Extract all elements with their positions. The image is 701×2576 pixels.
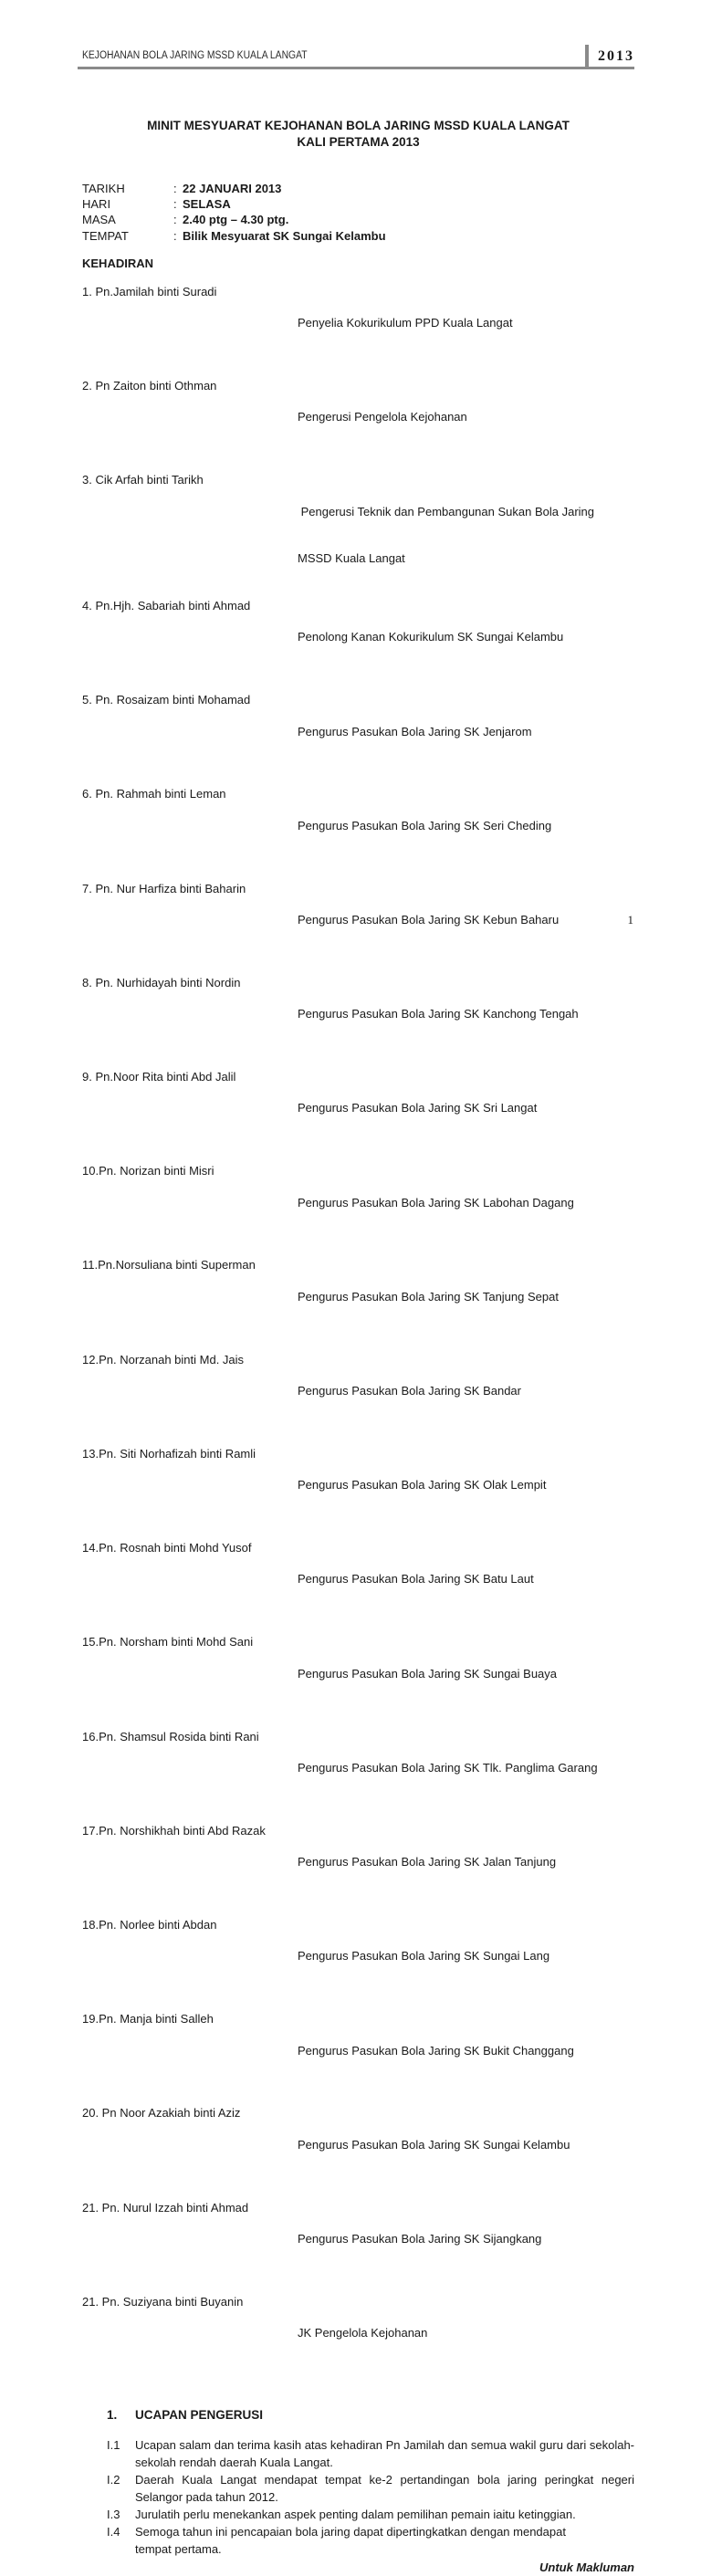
page-header — [82, 41, 634, 67]
attendee-role-line1: Pengerusi Pengelola Kejohanan — [298, 410, 467, 424]
attendee-row — [82, 2294, 634, 2388]
meta-row — [82, 196, 634, 212]
attendee-role-line1: JK Pengelola Kejohanan — [298, 2326, 428, 2340]
attendee-role-line1: Pengurus Pasukan Bola Jaring SK Jenjarom — [298, 724, 532, 738]
attendee-role — [298, 378, 634, 472]
attendee-name: 18.Pn. Norlee binti Abdan — [82, 1917, 217, 1932]
header-year: 2013 — [585, 45, 634, 67]
minute-item-text: Semoga tahun ini pencapaian bola jaring dapat dipertingkatkan dengan mendapat — [135, 2525, 566, 2539]
minute-item — [82, 2523, 634, 2558]
header-title: KEJOHANAN BOLA JARING MSSD KUALA LANGAT — [82, 50, 308, 61]
attendee-role-line1: Pengurus Pasukan Bola Jaring SK Seri Cheding — [298, 818, 552, 832]
attendee-role-line1: Pengurus Pasukan Bola Jaring SK Bukit Changgang — [298, 2043, 574, 2058]
minute-item — [82, 2506, 634, 2523]
attendee-role — [298, 1163, 634, 1257]
minute-item-body — [135, 2523, 634, 2558]
attendee-role-line1: Pengurus Pasukan Bola Jaring SK Sijangkang — [298, 2232, 542, 2246]
attendee-name: 1. Pn.Jamilah binti Suradi — [82, 284, 217, 298]
attendee-row — [82, 1069, 634, 1163]
attendee-name: 16.Pn. Shamsul Rosida binti Rani — [82, 1729, 259, 1744]
attendee-role — [298, 1257, 634, 1351]
attendee-role — [298, 2011, 634, 2105]
attendee-name: 8. Pn. Nurhidayah binti Nordin — [82, 975, 241, 990]
attendee-name: 4. Pn.Hjh. Sabariah binti Ahmad — [82, 598, 251, 613]
footnote-untuk-makluman: Untuk Makluman — [539, 2560, 634, 2575]
attendee-role — [298, 1069, 634, 1163]
attendee-role-line1: Pengurus Pasukan Bola Jaring SK Sri Langat — [298, 1101, 538, 1115]
attendee-role-line1: Pengurus Pasukan Bola Jaring SK Sungai Kelambu — [298, 2137, 570, 2152]
meta-row — [82, 181, 634, 196]
attendee-row — [82, 1917, 634, 2011]
attendee-row — [82, 1257, 634, 1351]
minute-item — [82, 2436, 634, 2471]
attendee-role-line1: Pengurus Pasukan Bola Jaring SK Kebun Baharu — [298, 912, 560, 927]
minute-item-body — [135, 2436, 634, 2471]
attendee-role — [298, 881, 634, 975]
attendee-role-line1: Pengerusi Teknik dan Pembangunan Sukan Bola Jaring — [298, 504, 594, 518]
attendee-role — [298, 2105, 634, 2199]
attendee-row — [82, 1352, 634, 1446]
meta-value: 22 JANUARI 2013 — [183, 182, 282, 195]
page-number: 1 — [627, 913, 633, 927]
attendee-role-line2: MSSD Kuala Langat — [298, 551, 405, 566]
meta-label: HARI — [82, 197, 111, 212]
attendee-role-line1: Pengurus Pasukan Bola Jaring SK Jalan Tanjung — [298, 1855, 557, 1869]
section1-items — [82, 2436, 634, 2558]
attendee-role — [298, 1352, 634, 1446]
minute-item-text: Daerah Kuala Langat mendapat tempat ke-2 pertandingan bola jaring peringkat negeri Selangor pada tahun 2012. — [135, 2473, 634, 2505]
meta-row — [82, 212, 634, 227]
attendee-name: 9. Pn.Noor Rita binti Abd Jalil — [82, 1069, 236, 1084]
attendee-role-line1: Pengurus Pasukan Bola Jaring SK Sungai Lang — [298, 1949, 550, 1963]
attendee-role — [298, 1634, 634, 1728]
meta-row — [82, 228, 634, 244]
attendee-row — [82, 1634, 634, 1728]
minute-item-number: I.3 — [107, 2508, 120, 2522]
section1-number: 1. — [107, 2408, 118, 2423]
attendee-name: 5. Pn. Rosaizam binti Mohamad — [82, 693, 251, 707]
kehadiran-heading: KEHADIRAN — [82, 256, 153, 270]
document-title-line2: KALI PERTAMA 2013 — [297, 135, 420, 149]
attendee-role-line1: Pengurus Pasukan Bola Jaring SK Olak Lempit — [298, 1478, 547, 1492]
minute-item-text: Ucapan salam dan terima kasih atas kehadiran Pn Jamilah dan semua wakil guru dari sekolah-sekolah rendah daerah Kuala Langat. — [135, 2438, 635, 2470]
attendee-role — [298, 472, 634, 598]
meta-colon: : — [173, 228, 177, 243]
attendee-role-line1: Pengurus Pasukan Bola Jaring SK Tanjung Sepat — [298, 1289, 559, 1304]
attendee-role — [298, 1823, 634, 1917]
attendee-row — [82, 1729, 634, 1823]
attendee-role-line1: Pengurus Pasukan Bola Jaring SK Kanchong Tengah — [298, 1007, 579, 1021]
attendee-role-line1: Pengurus Pasukan Bola Jaring SK Batu Laut — [298, 1572, 534, 1586]
attendee-role-line1: Pengurus Pasukan Bola Jaring SK Bandar — [298, 1384, 521, 1398]
attendee-role-line1: Pengurus Pasukan Bola Jaring SK Sungai Buaya — [298, 1666, 558, 1681]
meta-label: TARIKH — [82, 182, 125, 195]
minute-item — [82, 2471, 634, 2506]
attendee-row — [82, 1163, 634, 1257]
minute-item-text-line2: tempat pertama. — [135, 2542, 222, 2557]
attendee-role-line1: Penyelia Kokurikulum PPD Kuala Langat — [298, 316, 513, 330]
attendee-row — [82, 975, 634, 1069]
attendee-role — [298, 1729, 634, 1823]
attendee-name: 21. Pn. Nurul Izzah binti Ahmad — [82, 2200, 249, 2215]
attendee-role — [298, 2200, 634, 2294]
attendee-name: 2. Pn Zaiton binti Othman — [82, 379, 217, 393]
attendee-name: 17.Pn. Norshikhah binti Abd Razak — [82, 1823, 266, 1838]
attendee-name: 11.Pn.Norsuliana binti Superman — [82, 1258, 256, 1272]
attendee-name: 15.Pn. Norsham binti Mohd Sani — [82, 1635, 254, 1649]
attendee-name: 7. Pn. Nur Harfiza binti Baharin — [82, 881, 246, 895]
minute-item-number: I.4 — [107, 2525, 120, 2539]
attendee-name: 10.Pn. Norizan binti Misri — [82, 1164, 214, 1178]
attendee-list — [82, 284, 634, 2388]
section1-heading — [82, 2407, 634, 2424]
attendee-row — [82, 786, 634, 880]
attendee-role — [298, 1917, 634, 2011]
minute-item-number: I.2 — [107, 2473, 120, 2487]
attendee-row — [82, 1540, 634, 1634]
attendee-row — [82, 2011, 634, 2105]
section1-heading-text: UCAPAN PENGERUSI — [135, 2408, 264, 2423]
attendee-row — [82, 472, 634, 598]
document-title — [82, 118, 634, 151]
attendee-name: 12.Pn. Norzanah binti Md. Jais — [82, 1352, 245, 1367]
attendee-role — [298, 975, 634, 1069]
attendee-name: 21. Pn. Suziyana binti Buyanin — [82, 2294, 244, 2309]
attendee-role — [298, 692, 634, 786]
attendee-row — [82, 2105, 634, 2199]
attendee-name: 14.Pn. Rosnah binti Mohd Yusof — [82, 1541, 252, 1555]
meta-label: TEMPAT — [82, 228, 129, 243]
attendee-row — [82, 1823, 634, 1917]
attendee-role — [298, 284, 634, 378]
attendee-role-line1: Pengurus Pasukan Bola Jaring SK Tlk. Panglima Garang — [298, 1760, 598, 1775]
attendee-role — [298, 1446, 634, 1540]
attendee-row — [82, 2200, 634, 2294]
meta-colon: : — [173, 197, 177, 212]
attendee-role — [298, 598, 634, 692]
attendee-role-line1: Pengurus Pasukan Bola Jaring SK Labohan Dagang — [298, 1195, 574, 1209]
attendee-role — [298, 2294, 634, 2388]
minute-item-text: Jurulatih perlu menekankan aspek penting dalam pemilihan pemain iaitu ketinggian. — [135, 2508, 576, 2522]
attendee-row — [82, 284, 634, 378]
attendee-row — [82, 598, 634, 692]
attendee-name: 19.Pn. Manja binti Salleh — [82, 2012, 214, 2026]
header-rule — [78, 67, 634, 69]
meta-value: Bilik Mesyuarat SK Sungai Kelambu — [183, 228, 386, 243]
minute-item-body — [135, 2506, 634, 2523]
meta-label: MASA — [82, 213, 116, 227]
attendee-role-line1: Penolong Kanan Kokurikulum SK Sungai Kelambu — [298, 630, 564, 644]
meta-colon: : — [173, 213, 177, 227]
attendee-row — [82, 1446, 634, 1540]
attendee-name: 13.Pn. Siti Norhafizah binti Ramli — [82, 1446, 256, 1461]
meta-value: SELASA — [183, 197, 231, 212]
attendee-name: 6. Pn. Rahmah binti Leman — [82, 787, 226, 801]
meta-colon: : — [173, 182, 177, 195]
attendee-name: 20. Pn Noor Azakiah binti Aziz — [82, 2106, 241, 2120]
attendee-row — [82, 378, 634, 472]
attendee-row — [82, 692, 634, 786]
attendee-row — [82, 881, 634, 975]
meta-value: 2.40 ptg – 4.30 ptg. — [183, 213, 289, 227]
minute-item-number: I.1 — [107, 2438, 120, 2453]
document-title-line1: MINIT MESYUARAT KEJOHANAN BOLA JARING MSSD KUALA LANGAT — [147, 119, 570, 132]
minute-item-body — [135, 2471, 634, 2506]
meeting-meta — [82, 181, 634, 244]
attendee-name: 3. Cik Arfah binti Tarikh — [82, 473, 204, 487]
attendee-role — [298, 786, 634, 880]
attendee-role — [298, 1540, 634, 1634]
